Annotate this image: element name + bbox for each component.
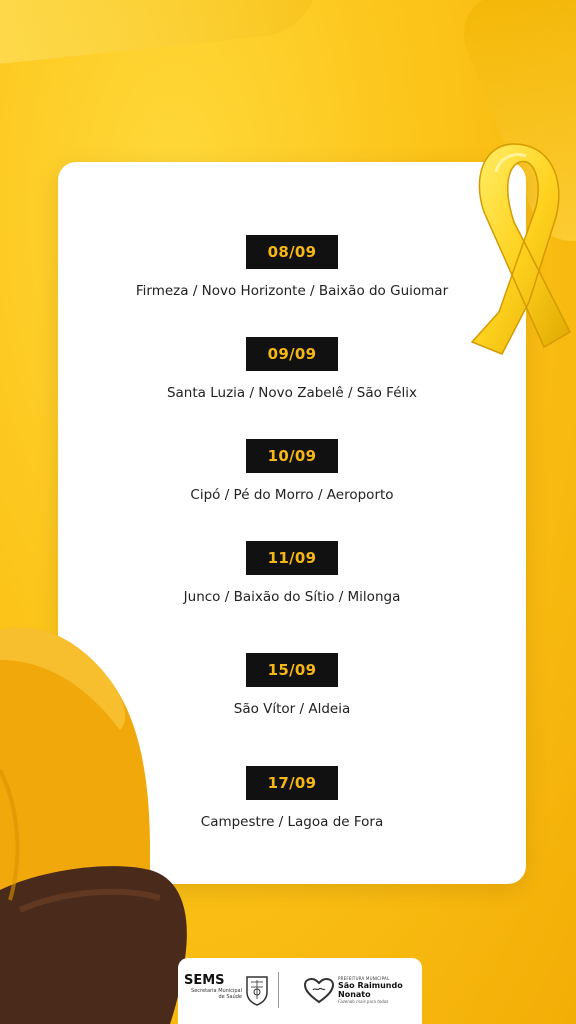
date-badge: 11/09: [246, 541, 338, 575]
yellow-ribbon-icon: [444, 132, 576, 364]
date-badge: 17/09: [246, 766, 338, 800]
schedule-entry: [58, 541, 526, 605]
places-text: Campestre / Lagoa de Fora: [200, 814, 384, 830]
sems-subtitle-2: de Saúde: [218, 994, 242, 1000]
city-name-line-2: Nonato: [338, 990, 371, 999]
prefeitura-slogan: Fazendo mais para todos: [338, 999, 389, 1004]
date-badge: 15/09: [246, 653, 338, 687]
prefeitura-logo: [338, 976, 420, 1005]
places-text: São Vítor / Aldeia: [233, 701, 351, 717]
sems-logo: [184, 974, 242, 1000]
date-badge: 09/09: [246, 337, 338, 371]
places-text: Cipó / Pé do Morro / Aeroporto: [190, 487, 394, 503]
places-text: Firmeza / Novo Horizonte / Baixão do Guiomar: [135, 283, 449, 299]
prefeitura-label: PREFEITURA MUNICIPAL: [338, 976, 390, 981]
date-badge: 10/09: [246, 439, 338, 473]
date-badge: 08/09: [246, 235, 338, 269]
sems-title: SEMS: [184, 973, 225, 988]
footer-logos: [178, 958, 422, 1024]
city-name-line-1: São Raimundo: [338, 981, 403, 990]
places-text: Santa Luzia / Novo Zabelê / São Félix: [166, 385, 418, 401]
background-ribbon-top: [0, 0, 324, 70]
person-illustration: [0, 620, 200, 1024]
logo-separator: [278, 972, 279, 1008]
municipal-crest-icon: [244, 974, 270, 1006]
heart-logo-icon: [304, 978, 334, 1004]
places-text: Junco / Baixão do Sítio / Milonga: [183, 589, 401, 605]
schedule-entry: [58, 439, 526, 503]
sems-subtitle-1: Secretaria Municipal: [191, 988, 242, 994]
